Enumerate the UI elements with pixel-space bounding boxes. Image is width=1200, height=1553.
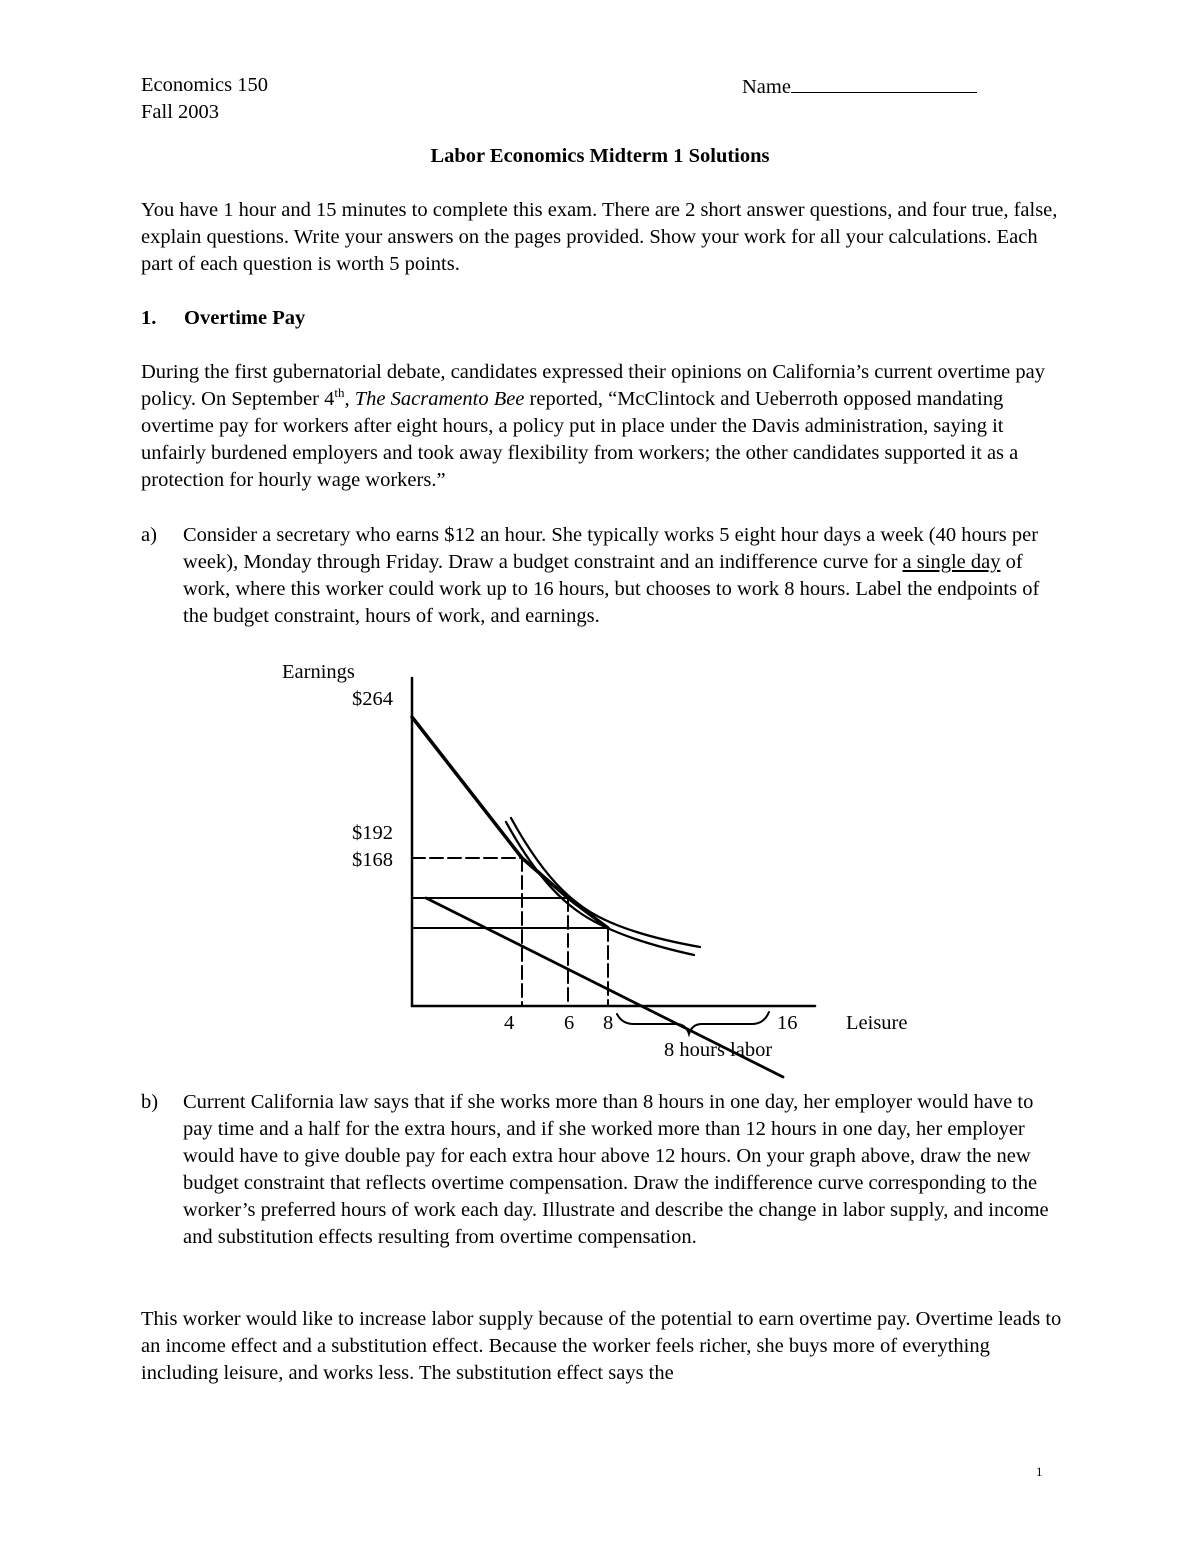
- part-a-underlined: a single day: [902, 551, 1001, 573]
- term: Fall 2003: [141, 101, 220, 123]
- answer-text: This worker would like to increase labor supply because of the potential to earn overtime pay. Overtime leads to an income effect and a substitution effect. Because the worker feels richer, she buys more of everything including leisure, and works less. The substitution effect says the: [141, 1308, 1062, 1384]
- x-tick-6: 6: [564, 1012, 575, 1034]
- name-label: Name: [742, 76, 791, 98]
- course-name: Economics 150: [141, 74, 268, 96]
- y-axis-label: Earnings: [282, 661, 355, 683]
- section-title: Overtime Pay: [184, 307, 306, 329]
- part-a-text-after: of work, where this worker could work up to 16 hours, but chooses to work 8 hours. Label the endpoints of the budget constraint, hours of work, and earnings.: [183, 551, 1040, 627]
- instructions-text: You have 1 hour and 15 minutes to complete this exam. There are 2 short answer questions, and four true, false, explain questions. Write your answers on the pages provided. Show your work for all your calculations. Each part of each question is worth 5 points.: [141, 199, 1058, 275]
- indifference-curve-lower: [506, 822, 694, 955]
- x-axis-label: Leisure: [846, 1012, 908, 1034]
- newspaper-name: The Sacramento Bee: [354, 388, 525, 410]
- brace-label: 8 hours labor: [664, 1039, 773, 1061]
- y-tick-264: $264: [352, 688, 393, 710]
- section-number: 1.: [141, 307, 157, 329]
- part-a-text-before: Consider a secretary who earns $12 an hour. She typically works 5 eight hour days a week (40 hours per week), Monday through Friday. Draw a budget constraint and an indifference curve for: [183, 524, 1039, 573]
- part-b-text: Current California law says that if she works more than 8 hours in one day, her employer would have to pay time and a half for the extra hours, and if she worked more than 12 hours in one day, her employer would have to give double pay for each extra hour above 12 hours. On your graph above, draw the new budget constraint that reflects overtime compensation. Draw the indifference curve corresponding to the worker’s preferred hours of work each day. Illustrate and describe the change in labor supply, and income and substitution effects resulting from overtime compensation.: [183, 1091, 1049, 1248]
- y-tick-192: $192: [352, 822, 393, 844]
- answer: [141, 1306, 1066, 1387]
- intro-before-date: During the first gubernatorial debate, candidates expressed their opinions on California’s current overtime pay policy. On September 4: [141, 361, 1045, 410]
- page-number: 1: [1036, 1464, 1043, 1479]
- intro-comma: ,: [344, 388, 355, 410]
- part-b-label: b): [141, 1091, 159, 1113]
- exam-title: Labor Economics Midterm 1 Solutions: [430, 145, 770, 167]
- part-b-question: [183, 1089, 1063, 1251]
- intro-superscript: th: [334, 385, 345, 401]
- intro-after: reported, “McClintock and Ueberroth opposed mandating overtime pay for workers after eight hours, a policy put in place under the Davis administration, saying it unfairly burdened employers and took away flexibility from workers; the other candidates supported it as a protection for hourly wage workers.”: [141, 388, 1019, 491]
- x-tick-16: 16: [777, 1012, 798, 1034]
- x-tick-4: 4: [504, 1012, 515, 1034]
- overtime-budget-constraint: [412, 717, 608, 928]
- part-a-label: a): [141, 524, 157, 546]
- y-tick-168: $168: [352, 849, 393, 871]
- x-tick-8: 8: [603, 1012, 614, 1034]
